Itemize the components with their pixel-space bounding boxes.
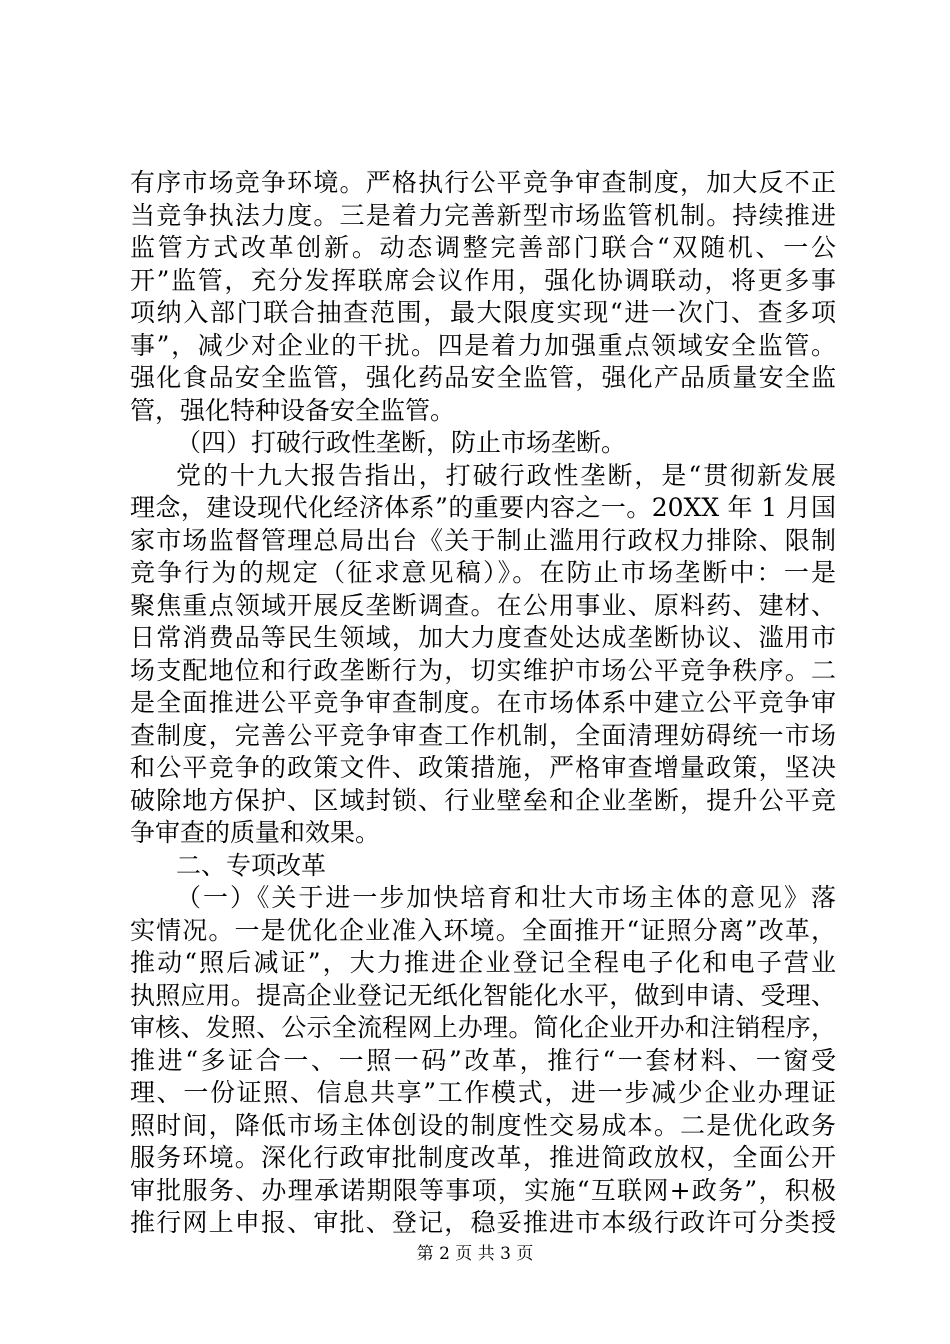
text-line: 党的十九大报告指出，打破行政性垄断，是“贯彻新发展 xyxy=(176,460,836,490)
text-line: 开”监管，充分发挥联席会议作用，强化协调联动，将更多事 xyxy=(130,265,836,295)
text-line: 查制度，完善公平竞争审查工作机制，全面清理妨碍统一市场 xyxy=(130,720,836,750)
text-line: 聚焦重点领域开展反垄断调查。在公用事业、原料药、建材、 xyxy=(130,590,836,620)
text-line: 场支配地位和行政垄断行为，切实维护市场公平竞争秩序。二 xyxy=(130,655,836,685)
text-line: 推行网上申报、审批、登记，稳妥推进市本级行政许可分类授 xyxy=(130,1208,836,1237)
text-line: 理、一份证照、信息共享”工作模式，进一步减少企业办理证 xyxy=(130,1078,836,1107)
document-body xyxy=(130,167,836,1240)
text-line: 实情况。一是优化企业准入环境。全面推开“证照分离”改革， xyxy=(130,915,836,945)
page-number: 第 2 页 共 3 页 xyxy=(416,1244,534,1264)
text-line: 服务环境。深化行政审批制度改革，推进简政放权，全面公开 xyxy=(130,1143,836,1172)
text-line: 是全面推进公平竞争审查制度。在市场体系中建立公平竞争审 xyxy=(130,688,836,717)
section-heading: （四）打破行政性垄断，防止市场垄断。 xyxy=(176,428,627,457)
text-line: 破除地方保护、区域封锁、行业壁垒和企业垄断，提升公平竞 xyxy=(130,785,836,815)
text-line: （一）《关于进一步加快培育和壮大市场主体的意见》落 xyxy=(176,883,836,912)
text-line: 照时间，降低市场主体创设的制度性交易成本。二是优化政务 xyxy=(130,1110,836,1140)
text-line: 项纳入部门联合抽查范围，最大限度实现“进一次门、查多项 xyxy=(130,298,836,327)
text-line: 理念，建设现代化经济体系”的重要内容之一。20XX 年 1 月国 xyxy=(130,493,836,522)
text-line: 家市场监督管理总局出台《关于制止滥用行政权力排除、限制 xyxy=(130,525,836,555)
text-line: 推动“照后减证”，大力推进企业登记全程电子化和电子营业 xyxy=(130,948,836,977)
text-line: 推进“多证合一、一照一码”改革，推行“一套材料、一窗受 xyxy=(130,1045,836,1075)
text-line: 监管方式改革创新。动态调整完善部门联合“双随机、一公 xyxy=(130,233,836,262)
text-line: 事”，减少对企业的干扰。四是着力加强重点领域安全监管。 xyxy=(130,330,836,360)
text-line: 竞争行为的规定（征求意见稿）》。在防止市场垄断中：一是 xyxy=(130,558,836,587)
text-line: 审核、发照、公示全流程网上办理。简化企业开办和注销程序， xyxy=(130,1013,836,1042)
text-line: 日常消费品等民生领域，加大力度查处达成垄断协议、滥用市 xyxy=(130,623,836,652)
text-line: 有序市场竞争环境。严格执行公平竞争审查制度，加大反不正 xyxy=(130,168,836,197)
text-line: 当竞争执法力度。三是着力完善新型市场监管机制。持续推进 xyxy=(130,200,836,230)
text-line: 审批服务、办理承诺期限等事项，实施“互联网+政务”，积极 xyxy=(130,1175,836,1205)
text-line: 强化食品安全监管，强化药品安全监管，强化产品质量安全监 xyxy=(130,363,836,392)
text-line: 执照应用。提高企业登记无纸化智能化水平，做到申请、受理、 xyxy=(130,980,836,1010)
text-line: 和公平竞争的政策文件、政策措施，严格审查增量政策，坚决 xyxy=(130,753,836,782)
section-heading: 二、专项改革 xyxy=(176,850,327,880)
text-line: 争审查的质量和效果。 xyxy=(130,818,381,847)
text-line: 管，强化特种设备安全监管。 xyxy=(130,395,456,425)
